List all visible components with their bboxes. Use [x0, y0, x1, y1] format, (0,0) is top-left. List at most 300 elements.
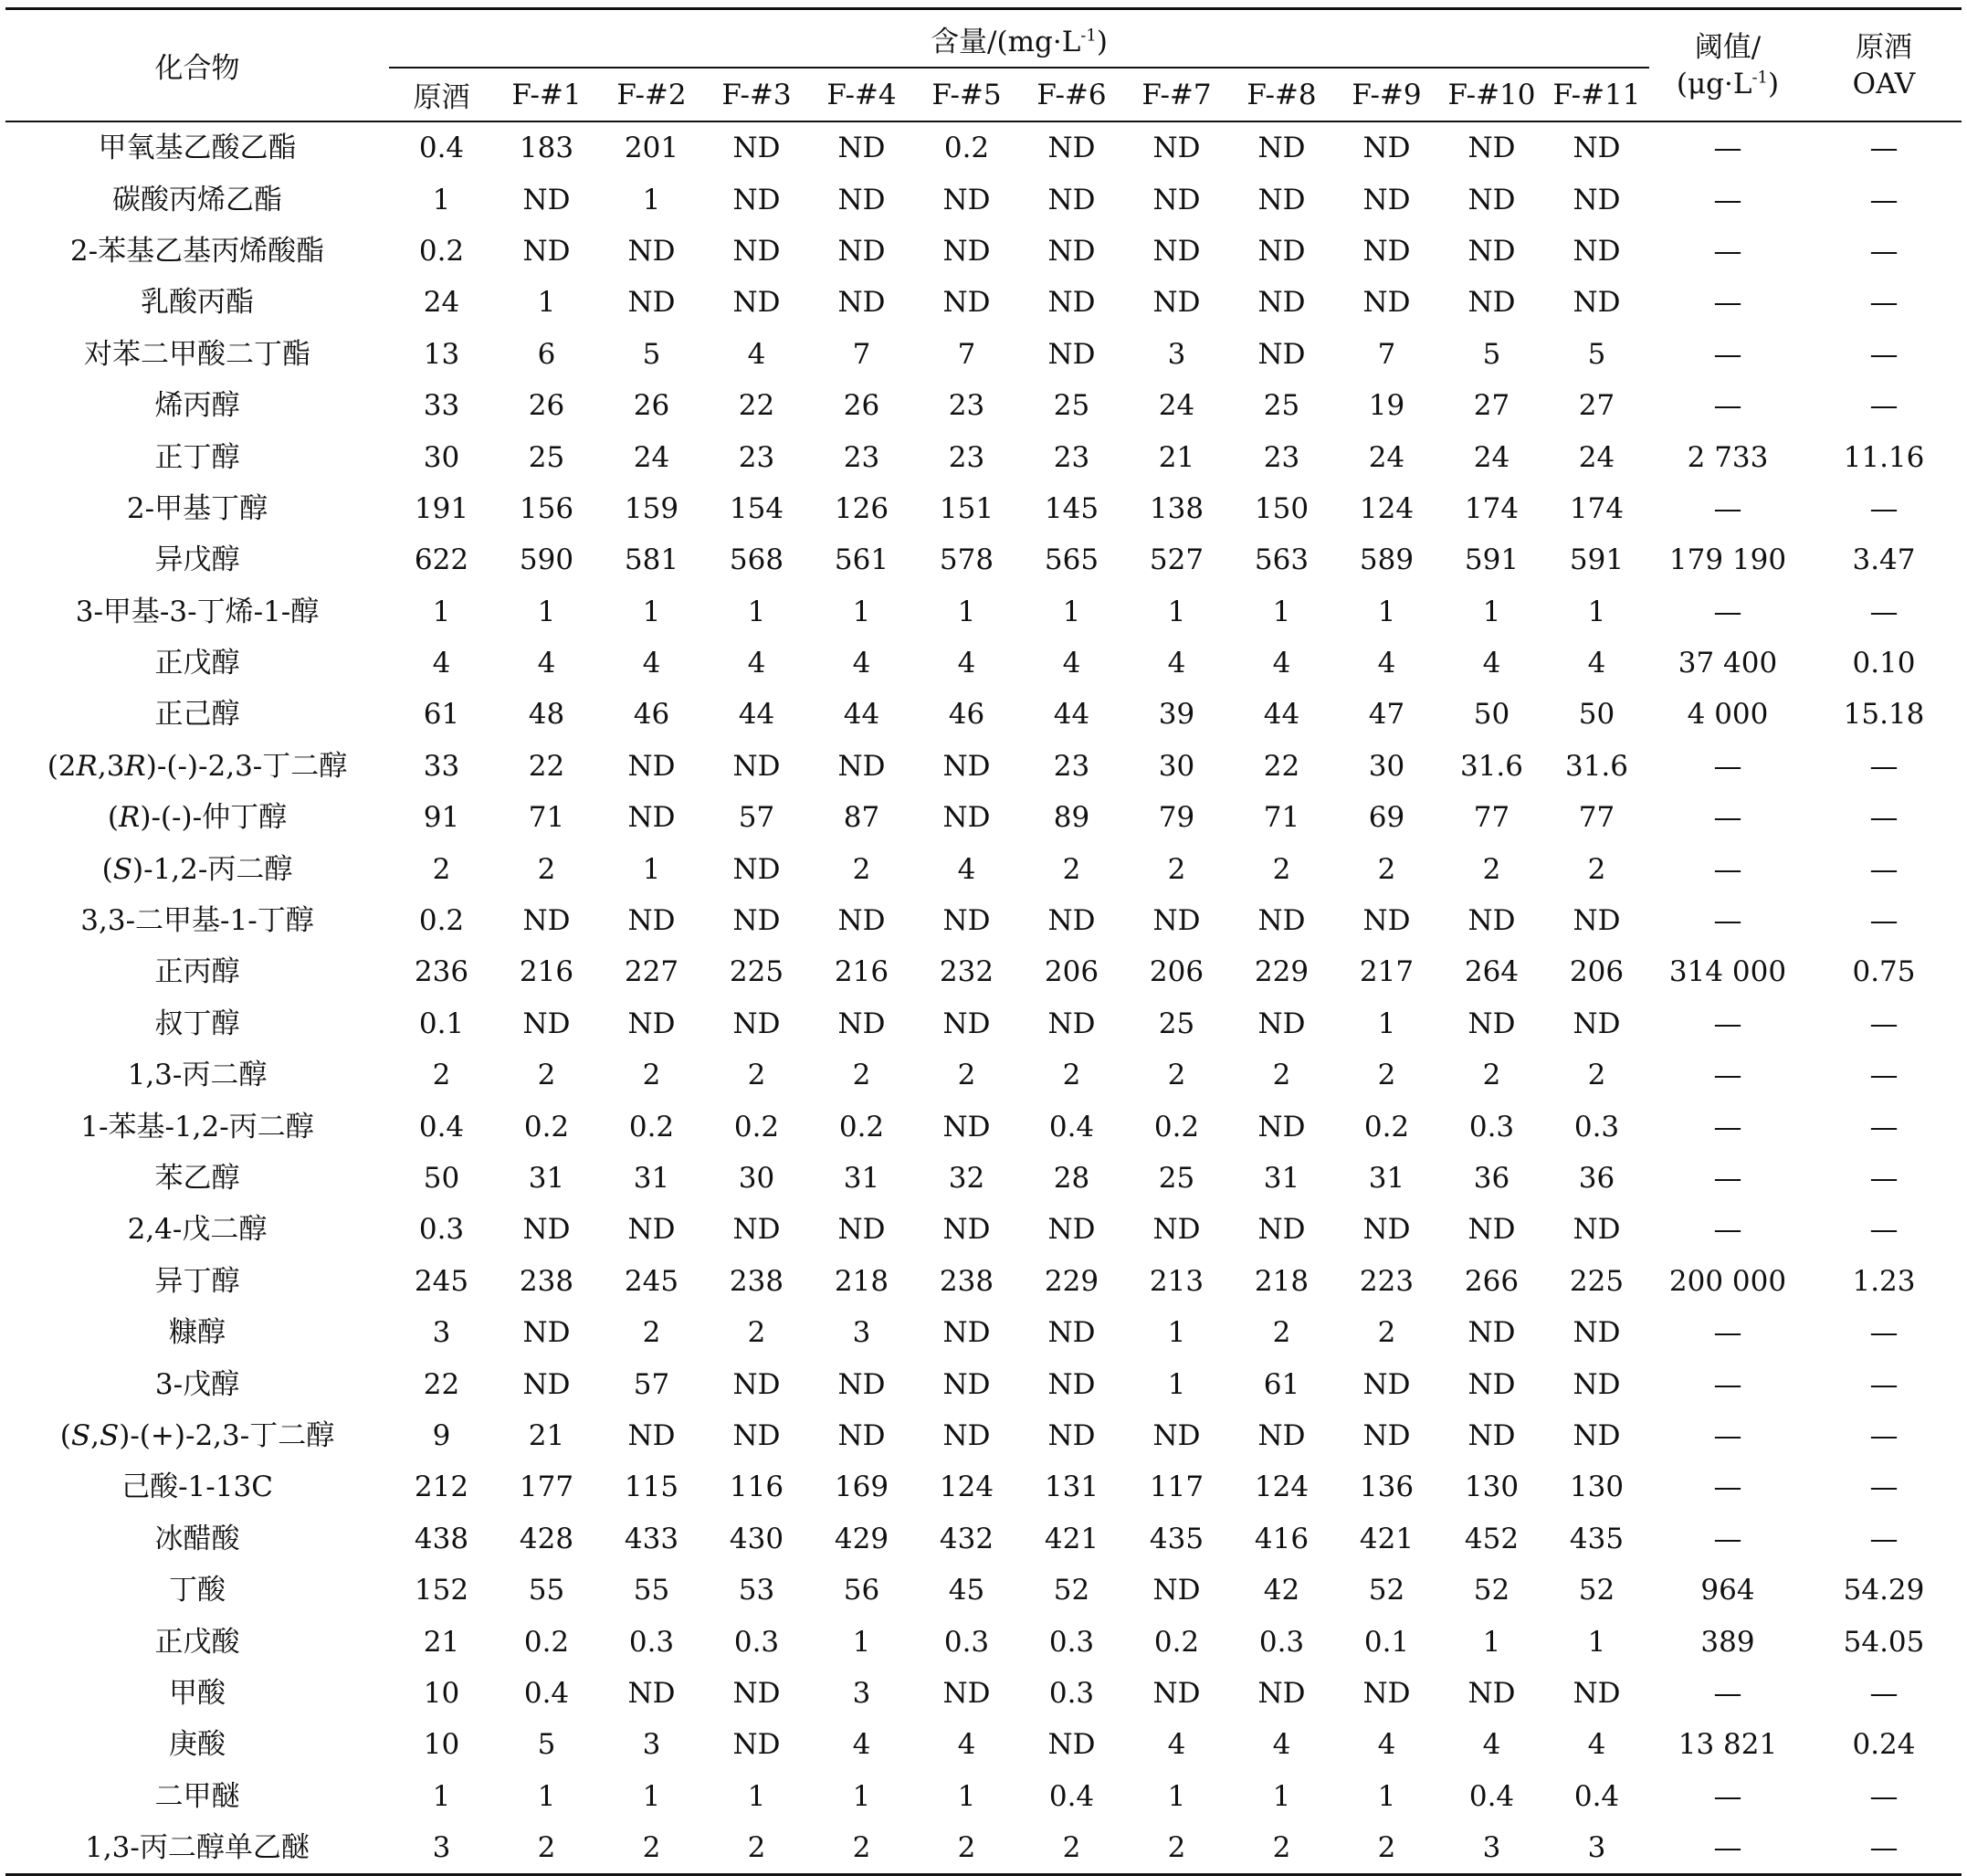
- content-value: 1: [537, 595, 556, 628]
- content-value: ND: [1047, 132, 1096, 165]
- content-value: 4: [642, 647, 661, 680]
- content-value: 2: [1167, 852, 1186, 886]
- compound-content-table: [5, 7, 1962, 1876]
- content-value: ND: [732, 1676, 781, 1710]
- content-value: ND: [1467, 1007, 1516, 1040]
- threshold-value: 2 733: [1687, 440, 1769, 474]
- content-value: 2: [852, 1059, 871, 1092]
- sample-column-header: F-#5: [914, 68, 1019, 121]
- table-row: [5, 1822, 1962, 1875]
- threshold-unit: (μg·L: [1676, 67, 1752, 100]
- content-value: 1: [642, 183, 661, 216]
- content-value: 77: [1578, 801, 1615, 835]
- content-value: 0.4: [1048, 1110, 1095, 1144]
- content-value: ND: [942, 1110, 991, 1144]
- content-value: 452: [1464, 1522, 1520, 1555]
- table-row: [5, 1513, 1962, 1565]
- oav-value: 1.23: [1852, 1264, 1916, 1298]
- content-value: 42: [1263, 1574, 1300, 1607]
- content-value: ND: [1257, 337, 1306, 371]
- content-value: 24: [1578, 440, 1615, 474]
- content-value: 0.3: [1048, 1625, 1095, 1659]
- content-value: 0.4: [1048, 1779, 1095, 1813]
- content-value: ND: [942, 183, 991, 216]
- content-value: ND: [837, 1007, 886, 1040]
- content-value: 25: [1053, 389, 1090, 423]
- content-value: 154: [729, 491, 784, 525]
- content-value: 2: [1272, 852, 1291, 886]
- content-value: 36: [1473, 1162, 1510, 1195]
- content-value: ND: [837, 1367, 886, 1401]
- oav-value: —: [1869, 389, 1899, 423]
- table-row: [5, 1565, 1962, 1616]
- compound-name: 甲氧基乙酸乙酯: [98, 132, 297, 165]
- table-row: [5, 380, 1962, 431]
- content-value: ND: [1047, 183, 1096, 216]
- content-value: ND: [942, 286, 991, 320]
- table-row: [5, 121, 1962, 174]
- oav-value: —: [1869, 904, 1899, 938]
- content-value: 591: [1464, 543, 1520, 577]
- table-row: [5, 277, 1962, 328]
- content-value: 0.3: [1258, 1625, 1305, 1659]
- content-value: 27: [1578, 389, 1615, 423]
- content-value: 1: [432, 595, 451, 628]
- content-value: ND: [837, 749, 886, 783]
- content-value: ND: [627, 1007, 676, 1040]
- content-value: 9: [432, 1418, 451, 1452]
- threshold-value: —: [1713, 801, 1742, 835]
- content-value: 30: [1368, 749, 1405, 783]
- content-value: 4: [432, 647, 451, 680]
- content-value: 0.4: [418, 1110, 465, 1144]
- oav-value: —: [1869, 1522, 1899, 1555]
- compound-name: 2-苯基乙基丙烯酸酯: [69, 234, 325, 268]
- content-value: 264: [1464, 955, 1520, 989]
- content-value: 5: [537, 1728, 556, 1762]
- content-value: 232: [939, 955, 994, 989]
- content-value: 2: [432, 852, 451, 886]
- content-value: 245: [414, 1264, 469, 1298]
- content-value: 217: [1359, 955, 1415, 989]
- oav-value: —: [1869, 234, 1899, 268]
- content-value: 1: [432, 183, 451, 216]
- content-value: ND: [1467, 904, 1516, 938]
- oav-value: —: [1869, 852, 1899, 886]
- oav-value: —: [1869, 1367, 1899, 1401]
- content-value: 2: [1587, 852, 1606, 886]
- content-value: 4: [1272, 647, 1291, 680]
- content-value: 45: [948, 1574, 985, 1607]
- content-value: 3: [852, 1676, 871, 1710]
- content-value: 1: [1062, 595, 1081, 628]
- content-value: 10: [423, 1728, 460, 1762]
- content-value: 28: [1053, 1162, 1090, 1195]
- oav-value: 15.18: [1843, 698, 1925, 732]
- content-value: ND: [1257, 1213, 1306, 1247]
- table-row: [5, 483, 1962, 534]
- content-value: ND: [1047, 234, 1096, 268]
- threshold-value: —: [1713, 595, 1742, 628]
- content-value: 31: [1368, 1162, 1405, 1195]
- content-value: ND: [942, 1367, 991, 1401]
- table-row: [5, 1358, 1962, 1409]
- content-value: 26: [633, 389, 670, 423]
- compound-name: (S)-1,2-丙二醇: [101, 852, 293, 886]
- content-value: ND: [732, 1007, 781, 1040]
- content-value: 10: [423, 1676, 460, 1710]
- content-value: ND: [1467, 1316, 1516, 1350]
- oav-value: 3.47: [1852, 543, 1916, 577]
- threshold-value: 179 190: [1668, 543, 1787, 577]
- content-value: 31: [633, 1162, 670, 1195]
- content-value: 27: [1473, 389, 1510, 423]
- compound-name: 碳酸丙烯乙酯: [112, 183, 282, 216]
- oav-value: 0.24: [1852, 1728, 1916, 1762]
- content-value: ND: [942, 1316, 991, 1350]
- content-value: 138: [1149, 491, 1204, 525]
- table-row: [5, 431, 1962, 482]
- content-value: 50: [1578, 698, 1615, 732]
- content-value: 50: [1473, 698, 1510, 732]
- threshold-value: —: [1713, 1470, 1742, 1504]
- content-value: 0.4: [1468, 1779, 1515, 1813]
- threshold-value: —: [1713, 389, 1742, 423]
- content-value: 225: [729, 955, 784, 989]
- threshold-value: —: [1713, 1110, 1742, 1144]
- oav-value: —: [1869, 1059, 1899, 1092]
- content-value: ND: [942, 749, 991, 783]
- content-value: 116: [729, 1470, 784, 1504]
- content-value: ND: [837, 1418, 886, 1452]
- content-value: 563: [1254, 543, 1310, 577]
- content-value: 69: [1368, 801, 1405, 835]
- threshold-value: —: [1713, 1522, 1742, 1555]
- content-value: 19: [1368, 389, 1405, 423]
- table-row: [5, 1153, 1962, 1204]
- content-value: 23: [1053, 440, 1090, 474]
- content-value: 136: [1359, 1470, 1415, 1504]
- content-value: ND: [1257, 1676, 1306, 1710]
- table-row: [5, 1668, 1962, 1719]
- content-value: 6: [537, 337, 556, 371]
- content-value: ND: [1152, 904, 1201, 938]
- compound-name: 正己醇: [154, 698, 240, 732]
- compound-name: 庚酸: [169, 1728, 226, 1762]
- content-value: ND: [627, 904, 676, 938]
- compound-name: 二甲醚: [154, 1779, 240, 1813]
- content-value: 7: [957, 337, 976, 371]
- content-value: ND: [732, 132, 781, 165]
- content-value: 236: [414, 955, 469, 989]
- content-value: 1: [1482, 1625, 1501, 1659]
- compound-name: 苯乙醇: [154, 1162, 240, 1195]
- threshold-value: —: [1713, 1059, 1742, 1092]
- content-value: ND: [1362, 1676, 1411, 1710]
- content-value: 0.2: [1363, 1110, 1410, 1144]
- threshold-value: —: [1713, 1367, 1742, 1401]
- content-value: 622: [414, 543, 469, 577]
- content-value: 430: [729, 1522, 784, 1555]
- content-value: ND: [1362, 1213, 1411, 1247]
- content-value: 581: [624, 543, 679, 577]
- oav-value: 54.05: [1843, 1625, 1925, 1659]
- compound-name: 异丁醇: [154, 1264, 240, 1298]
- content-value: 124: [939, 1470, 994, 1504]
- content-value: 206: [1569, 955, 1625, 989]
- content-value: 30: [1158, 749, 1195, 783]
- content-value: ND: [1362, 234, 1411, 268]
- oav-value: —: [1869, 1418, 1899, 1452]
- content-value: 229: [1254, 955, 1310, 989]
- content-value: 55: [528, 1574, 565, 1607]
- content-value: 150: [1254, 491, 1310, 525]
- content-value: 13: [423, 337, 460, 371]
- content-value: 0.2: [838, 1110, 885, 1144]
- compound-name: 3-戊醇: [154, 1367, 240, 1401]
- threshold-unit-sup: -1: [1751, 68, 1768, 88]
- content-value: ND: [1573, 286, 1621, 320]
- content-value: 4: [1482, 1728, 1501, 1762]
- content-value: ND: [1573, 1213, 1621, 1247]
- content-value: 1: [1377, 1007, 1396, 1040]
- content-value: ND: [1047, 337, 1096, 371]
- table-row: [5, 689, 1962, 740]
- content-value: 1: [1587, 1625, 1606, 1659]
- content-value: 117: [1149, 1470, 1204, 1504]
- content-value: 2: [1587, 1059, 1606, 1092]
- oav-value: —: [1869, 1162, 1899, 1195]
- content-value: ND: [1573, 1418, 1621, 1452]
- content-value: ND: [627, 749, 676, 783]
- content-value: 4: [1167, 647, 1186, 680]
- oav-value: —: [1869, 183, 1899, 216]
- content-value: 206: [1044, 955, 1099, 989]
- content-value: 5: [1587, 337, 1606, 371]
- table-row: [5, 1256, 1962, 1307]
- content-group-sup: -1: [1080, 26, 1097, 46]
- compound-name: 烯丙醇: [154, 389, 240, 423]
- table-row: [5, 226, 1962, 277]
- content-value: 52: [1473, 1574, 1510, 1607]
- content-value: 4: [1062, 647, 1081, 680]
- oav-value: —: [1869, 749, 1899, 783]
- table-row: [5, 843, 1962, 894]
- content-value: 77: [1473, 801, 1510, 835]
- content-value: 44: [843, 698, 880, 732]
- content-value: ND: [942, 1213, 991, 1247]
- compound-name: (R)-(-)-仲丁醇: [107, 801, 288, 835]
- compound-name: 2,4-戊二醇: [127, 1213, 268, 1247]
- content-value: ND: [837, 904, 886, 938]
- content-value: ND: [1573, 234, 1621, 268]
- content-value: 245: [624, 1264, 679, 1298]
- content-value: ND: [1152, 286, 1201, 320]
- threshold-value: —: [1713, 1162, 1742, 1195]
- content-value: 183: [519, 132, 574, 165]
- content-value: 71: [528, 801, 565, 835]
- oav-value: —: [1869, 1110, 1899, 1144]
- threshold-value: —: [1713, 904, 1742, 938]
- content-value: 32: [948, 1162, 985, 1195]
- content-value: 2: [1167, 1059, 1186, 1092]
- content-value: ND: [1047, 286, 1096, 320]
- threshold-value: —: [1713, 1676, 1742, 1710]
- oav-value: —: [1869, 286, 1899, 320]
- content-value: 44: [738, 698, 775, 732]
- content-value: 87: [843, 801, 880, 835]
- threshold-header-line2: [1649, 66, 1806, 102]
- compound-name: 1,3-丙二醇: [127, 1059, 268, 1092]
- content-value: 191: [414, 491, 469, 525]
- content-value: ND: [1573, 1007, 1621, 1040]
- content-value: 590: [519, 543, 574, 577]
- content-value: 0.2: [1153, 1625, 1200, 1659]
- content-value: ND: [522, 904, 571, 938]
- compound-name: 叔丁醇: [154, 1007, 240, 1040]
- content-value: ND: [522, 183, 571, 216]
- content-value: 71: [1263, 801, 1300, 835]
- threshold-value: —: [1713, 491, 1742, 525]
- sample-column-header: F-#4: [809, 68, 914, 121]
- content-value: 2: [1062, 1059, 1081, 1092]
- oav-value: —: [1869, 1316, 1899, 1350]
- content-value: 227: [624, 955, 679, 989]
- content-value: ND: [1257, 132, 1306, 165]
- content-value: 159: [624, 491, 679, 525]
- oav-value: —: [1869, 1779, 1899, 1813]
- content-value: 52: [1578, 1574, 1615, 1607]
- content-value: 1: [1272, 1779, 1291, 1813]
- content-value: ND: [1047, 1316, 1096, 1350]
- content-value: 4: [1587, 647, 1606, 680]
- content-value: 2: [1482, 852, 1501, 886]
- sample-column-header: F-#2: [599, 68, 704, 121]
- sample-column-header: F-#10: [1439, 68, 1544, 121]
- content-value: 91: [423, 801, 460, 835]
- content-value: ND: [837, 234, 886, 268]
- content-value: ND: [732, 1213, 781, 1247]
- content-value: 30: [423, 440, 460, 474]
- compound-name: 3-甲基-3-丁烯-1-醇: [75, 595, 320, 628]
- threshold-value: 37 400: [1678, 647, 1778, 680]
- content-value: ND: [1152, 1676, 1201, 1710]
- content-value: 53: [738, 1574, 775, 1607]
- content-value: 1: [642, 1779, 661, 1813]
- table-row: [5, 946, 1962, 997]
- content-value: 0.2: [418, 904, 465, 938]
- content-value: 561: [834, 543, 889, 577]
- content-value: 1: [1272, 595, 1291, 628]
- compound-name: 正戊酸: [154, 1625, 240, 1659]
- threshold-header: [1649, 9, 1806, 122]
- compound-name: 正丁醇: [154, 440, 240, 474]
- content-value: 46: [948, 698, 985, 732]
- content-value: 1: [1482, 595, 1501, 628]
- content-value: 169: [834, 1470, 889, 1504]
- table-row: [5, 998, 1962, 1049]
- content-value: ND: [1573, 1367, 1621, 1401]
- content-value: ND: [942, 904, 991, 938]
- content-value: 4: [957, 1728, 976, 1762]
- content-value: 3: [432, 1316, 451, 1350]
- content-value: 0.2: [523, 1625, 570, 1659]
- content-value: 33: [423, 389, 460, 423]
- content-value: ND: [1047, 1418, 1096, 1452]
- content-value: 23: [738, 440, 775, 474]
- content-value: ND: [1152, 183, 1201, 216]
- content-value: 21: [423, 1625, 460, 1659]
- content-value: 2: [642, 1316, 661, 1350]
- content-value: 432: [939, 1522, 994, 1555]
- content-value: ND: [627, 234, 676, 268]
- content-value: 61: [423, 698, 460, 732]
- content-value: 1: [747, 1779, 766, 1813]
- content-value: 7: [1377, 337, 1396, 371]
- table-row: [5, 1719, 1962, 1770]
- threshold-value: —: [1713, 749, 1742, 783]
- table-row: [5, 1307, 1962, 1358]
- content-value: ND: [1152, 1213, 1201, 1247]
- table-row: [5, 174, 1962, 225]
- content-value: 4: [1377, 647, 1396, 680]
- table-row: [5, 1101, 1962, 1152]
- content-value: ND: [1152, 1574, 1201, 1607]
- content-value: 2: [957, 1059, 976, 1092]
- threshold-value: 200 000: [1668, 1264, 1787, 1298]
- content-value: ND: [837, 183, 886, 216]
- threshold-value: 4 000: [1687, 698, 1769, 732]
- table-row: [5, 741, 1962, 792]
- oav-value: —: [1869, 595, 1899, 628]
- content-value: 152: [414, 1574, 469, 1607]
- content-value: 0.2: [733, 1110, 780, 1144]
- content-value: 2: [1482, 1059, 1501, 1092]
- content-value: 36: [1578, 1162, 1615, 1195]
- content-value: 23: [1053, 749, 1090, 783]
- content-value: 3: [389, 1822, 494, 1875]
- content-value: 79: [1158, 801, 1195, 835]
- content-value: ND: [732, 1418, 781, 1452]
- threshold-value: —: [1713, 337, 1742, 371]
- content-value: 22: [423, 1367, 460, 1401]
- content-value: 24: [633, 440, 670, 474]
- content-value: 2: [704, 1822, 809, 1875]
- content-value: 33: [423, 749, 460, 783]
- content-value: 26: [528, 389, 565, 423]
- oav-header: [1806, 9, 1962, 122]
- content-value: ND: [1047, 1728, 1096, 1762]
- content-value: 1: [747, 595, 766, 628]
- content-value: 229: [1044, 1264, 1099, 1298]
- compound-name: 1-苯基-1,2-丙二醇: [80, 1110, 314, 1144]
- content-value: 3: [1544, 1822, 1649, 1875]
- table-row: [5, 1049, 1962, 1101]
- table-row: [5, 1204, 1962, 1255]
- content-value: 21: [528, 1418, 565, 1452]
- content-value: ND: [1467, 1367, 1516, 1401]
- sample-column-header: 原酒: [389, 68, 494, 121]
- content-value: 4: [852, 647, 871, 680]
- content-value: 266: [1464, 1264, 1520, 1298]
- compound-name: 对苯二甲酸二丁酯: [84, 337, 310, 371]
- content-value: 1: [957, 595, 976, 628]
- content-value: 0.3: [733, 1625, 780, 1659]
- content-value: 130: [1569, 1470, 1625, 1504]
- content-value: 174: [1464, 491, 1520, 525]
- compound-name: 丁酸: [169, 1574, 226, 1607]
- content-value: 25: [1158, 1162, 1195, 1195]
